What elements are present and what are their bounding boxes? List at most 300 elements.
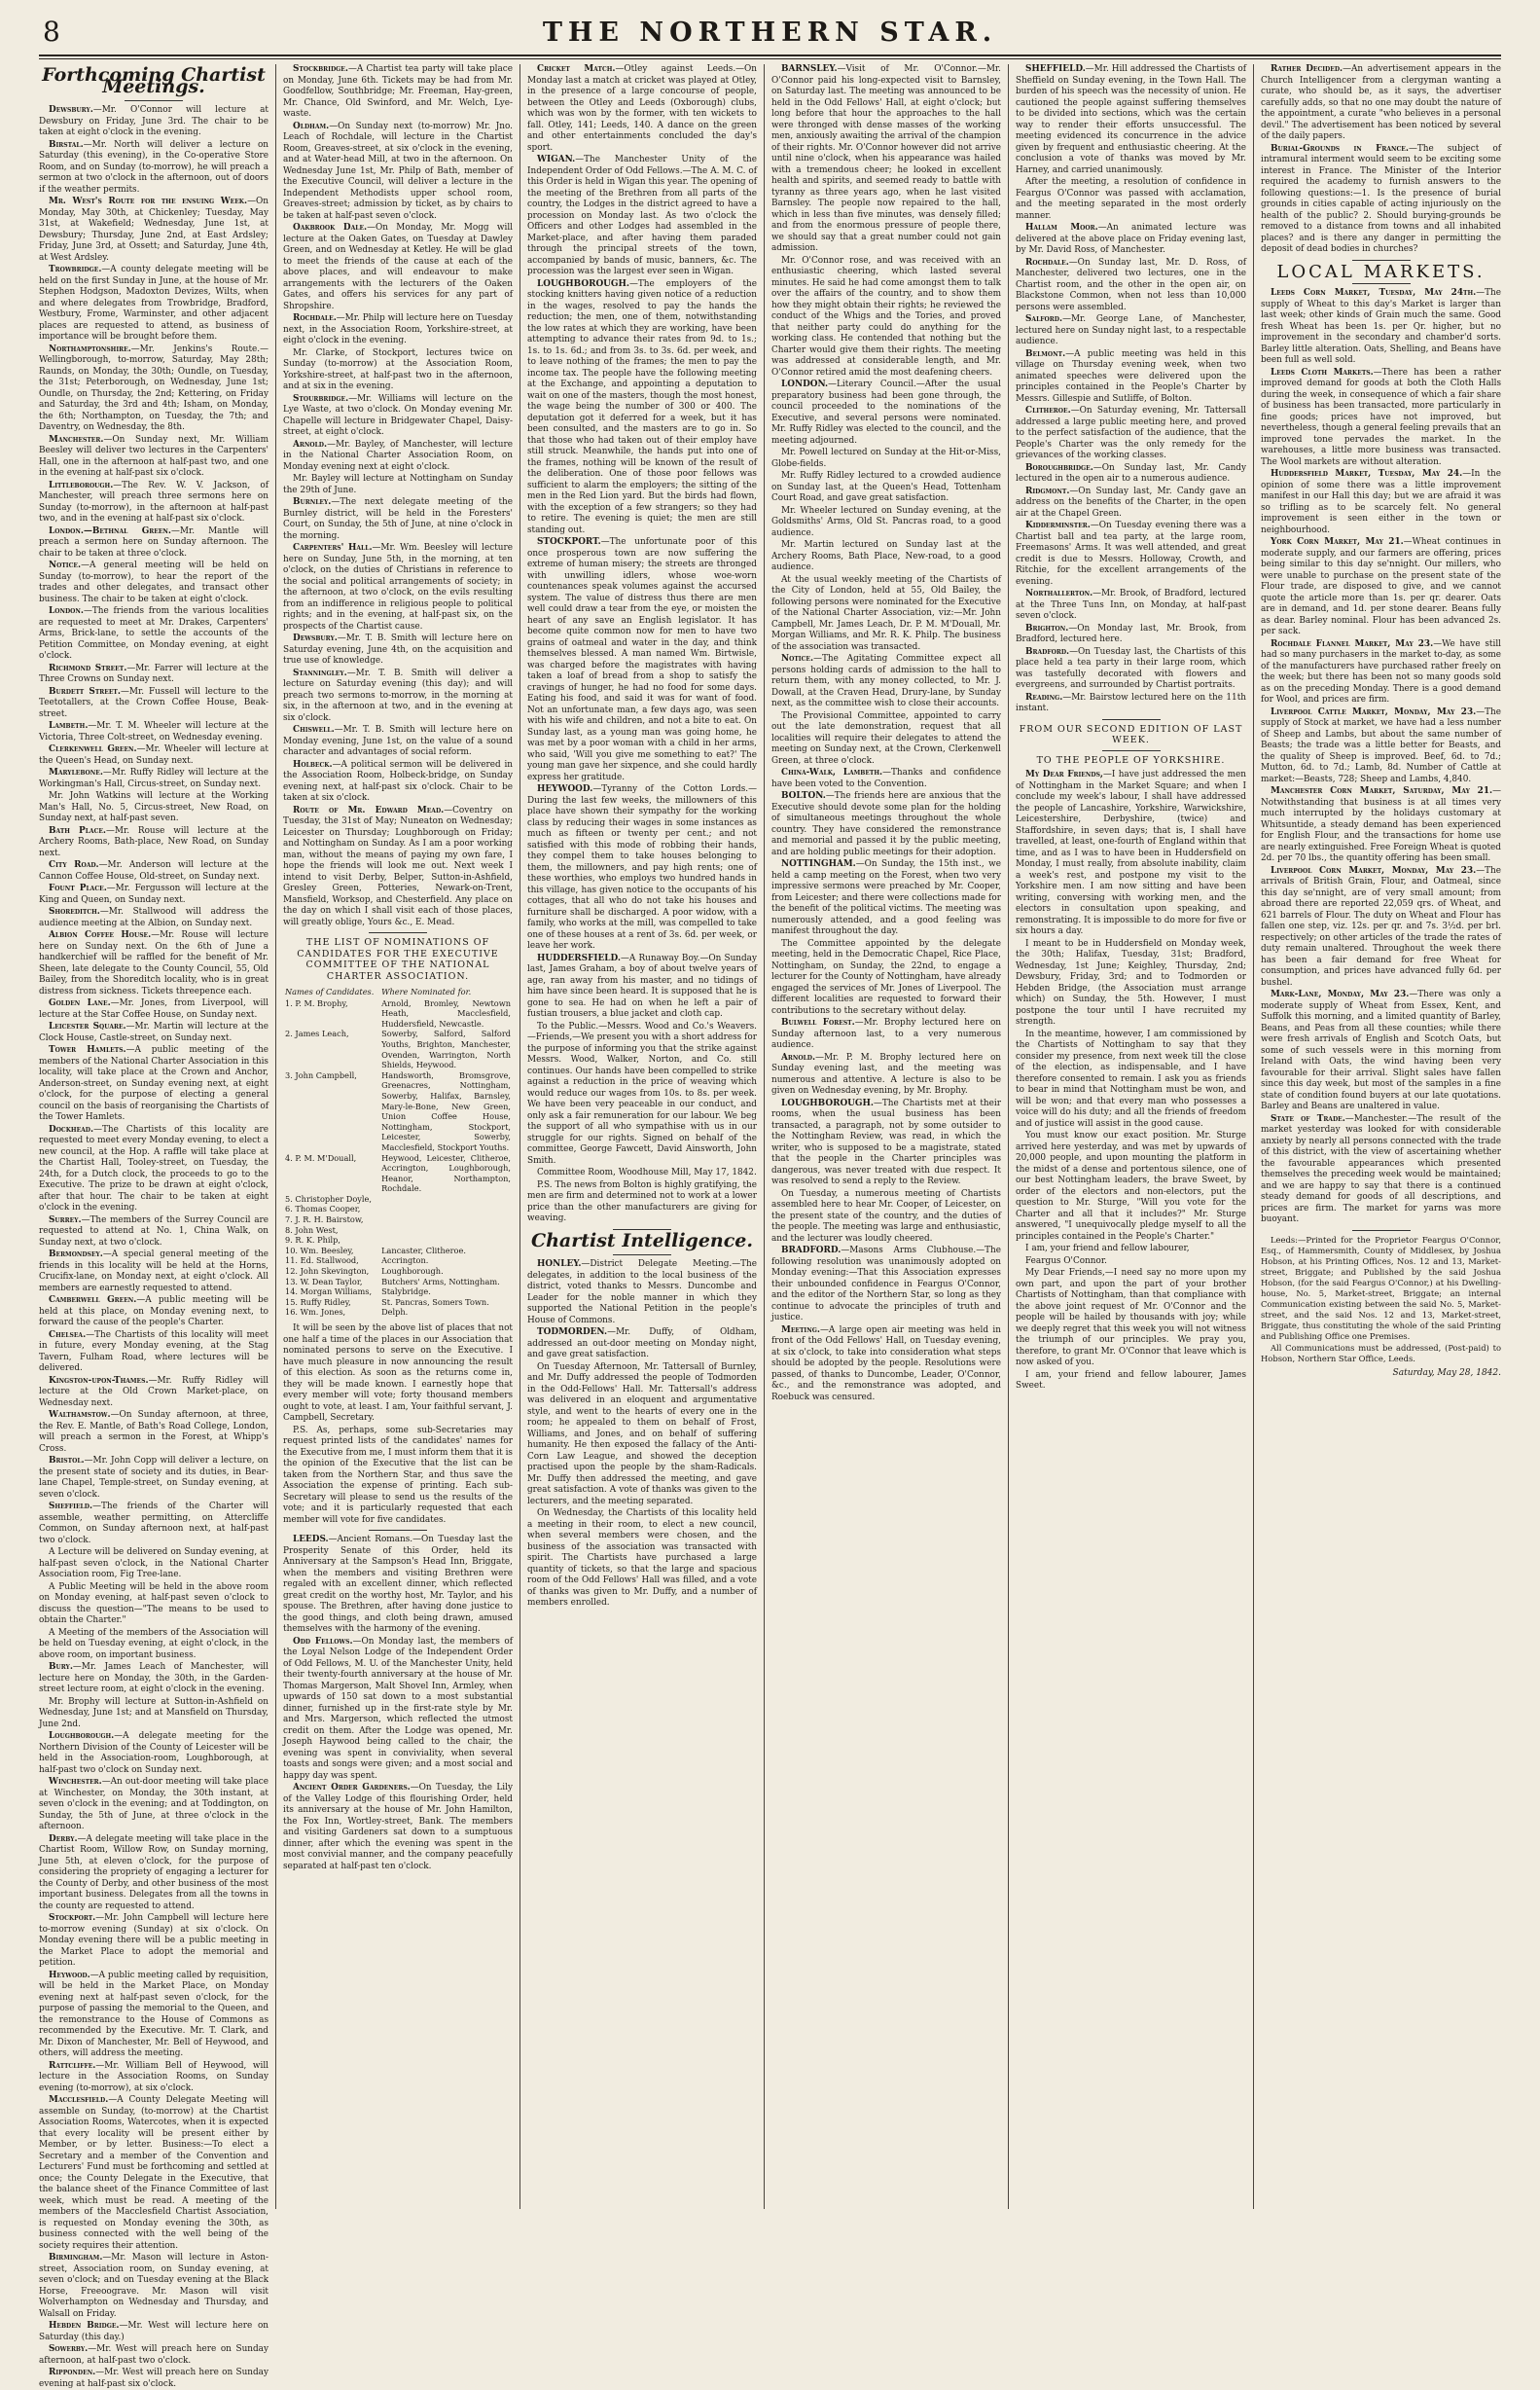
article-lead: Liverpool Corn Market, Monday, May 23. (1271, 865, 1477, 876)
candidate-name: 10. Wm. Beesley, (285, 1245, 354, 1255)
article-text: At the usual weekly meeting of the Chartists of the City of London, held at 55, Old Bailey, the following persons were nominated for the Executive of the National Charter Association, viz:—Mr. John Campbell, Mr. James Leach, Dr. P. M. M'Douall, Mr. Morgan Williams, and Mr. R. K. Philp. The business of the association was transacted. (771, 574, 1001, 652)
article-lead: Rattcliffe. (49, 2060, 96, 2071)
article-paragraph (39, 1971, 269, 2060)
article-paragraph (771, 471, 1001, 505)
article-text: —On Sunday next, Mr. William Beesley will deliver two lectures in the Carpenters' Hall, one in the afternoon at half-past two, and one in the evening at half-past six o'clock. (39, 434, 269, 478)
printer-imprint: Leeds:—Printed for the Proprietor Feargus O'Connor, Esq., of Hammersmith, County of Middlesex, by Joshua Hobson, at his Printing Offices, Nos. 12 and 13, Market-street, Briggate; and Published by the said Joshua Hobson, (for the said Feargus O'Connor,) at his Dwelling-house, No. 5, Market-street, Briggate; an internal Communication existing between the said No. 5, Market-street, and the said Nos. 12 and 13, Market-street, Briggate, thus constituting the whole of the said Printing and Publishing Office one Premises. (1261, 1234, 1501, 1341)
article-text: —Mr. Brophy lectured here on Sunday afternoon last, to a very numerous audience. (771, 1018, 1001, 1050)
article-paragraph (283, 806, 513, 929)
article-lead: Clitheroe. (1025, 406, 1071, 416)
article-text: —The arrivals of British Grain, Flour, and Oatmeal, since this day se'nnight, are of very small amount; from abroad there are reported 22,059 qrs. of Wheat, and 621 barrels of Flour. The duty on Wheat and Flour has fallen one step, viz. 12s. per qr. and 7s. 3½d. per brl. respectively; on other articles of the trade the rates of duty remain unaltered. Throughout the week there has been a fair demand for free Wheat for consumption, and prices have advanced fully 6d. per bushel. (1261, 865, 1501, 988)
title-rule (125, 100, 183, 101)
article-paragraph (39, 1547, 269, 1581)
article-paragraph (1016, 1131, 1246, 1243)
issue-date: Saturday, May 28, 1842. (1392, 1367, 1501, 1378)
article-list (283, 64, 513, 928)
nomination-places (379, 1214, 513, 1225)
candidate-name: 8. John West, (285, 1224, 339, 1235)
article-paragraph (527, 1168, 757, 1179)
article-text: —On Sunday, the 15th inst., we held a camp meeting on the Forest, when two very impressive sermons were preached by Mr. Cooper, from Leicester; and there were collections made for the benefit of the political victims. The meeting was numerously attended, and a good feeling was manifest throughout the day. (771, 859, 1001, 936)
article-text: —On Tuesday, the Lily of the Valley Lodge of this flourishing Order, held its anniversary at the house of Mr. John Hamilton, the Fox Inn, Wortley-street, Bank. The members and visiting Gardeners sat down to a sumptuous dinner, after which the evening was spent in the most convivial manner, and the company peacefully separated at half-past ten o'clock. (283, 1783, 513, 1871)
article-paragraph (39, 826, 269, 860)
article-text: —The friends of the Charter will assemble, weather permitting, on Attercliffe Common, on Sunday afternoon next, at half-past two o'clock. (39, 1502, 269, 1545)
article-text: —Mr. T. B. Smith will lecture here on Monday evening, June 1st, on the value of a sound character and advantages of social reform. (283, 725, 513, 757)
article-lead: Oakbrook Dale. (293, 223, 368, 233)
article-paragraph (39, 1215, 269, 1249)
article-lead: Burial-Grounds in France. (1271, 143, 1409, 154)
article-paragraph (39, 998, 269, 1021)
article-text: To the Public.—Messrs. Wood and Co.'s Weavers.—Friends,—We present you with a short address for the purpose of informing you that the strike against Messrs. Wood, Walker, Norton, and Co. still continues. Our hands have been compelled to strike against a reduction in the price of weaving which would reduce our wages from 10s. to 8s. per week. We have been very peaceable in our conduct, and only ask a fair remuneration for our labour. We beg the support of all who sympathise with us in our struggle for our rights. Signed on behalf of the committee, George Fawcett, David Ainsworth, John Smith. (527, 1021, 757, 1166)
article-paragraph (39, 481, 269, 525)
article-text: —A county delegate meeting will be held on the first Sunday in June, at the house of Mr. Stephen Hodgson, Madoxton Devizes, Wilts, when and where delegates from Trowbridge, Bradford, Westbury, Frome, Warminster, and other adjacent places are requested to attend, as business of importance will be brought before them. (39, 265, 269, 342)
article-text: —On Tuesday last, the Chartists of this place held a tea party in their large room, which was tastefully decorated with flowers and evergreens, and surrounded by Chartist portraits. (1016, 646, 1246, 690)
article-lead: Manchester Corn Market, Saturday, May 21. (1271, 786, 1493, 796)
newspaper-columns (39, 64, 1502, 2389)
column-3 (527, 64, 757, 2209)
market-reports (1261, 288, 1501, 1226)
article-paragraph (39, 687, 269, 721)
letter-title: TO THE PEOPLE OF YORKSHIRE. (1036, 754, 1226, 766)
section-title-intelligence: Chartist Intelligence. (530, 1229, 754, 1251)
article-lead: Leeds Cloth Markets. (1271, 367, 1374, 378)
article-text: —Mr. Bayley, of Manchester, will lecture in the National Charter Association Room, on Monday evening next at eight o'clock. (283, 439, 513, 472)
article-paragraph (39, 435, 269, 480)
article-text: —Wheat continues in moderate supply, and our farmers are offering, prices being similar to this day se'nnight. Our millers, who were unable to purchase on the present state of the Flour trade, are disposed to give, and we cannot quote the article more than 1s. per qr. dearer. Oats are in demand, and 1d. per stone dearer. Beans fully as dear. Barley nominal. Flour has been advanced 2s. per sack. (1261, 537, 1501, 636)
article-paragraph (771, 791, 1001, 858)
article-paragraph (527, 1508, 757, 1610)
article-text: —On Tuesday evening there was a Chartist ball and tea party, at the large room, Freemasons' Arms. It was well attended, and great credit is due to Messrs. Holloway, Crowth, and Ritchie, for the excellent arrangements of the evening. (1016, 521, 1246, 587)
article-text: —On Sunday last, Mr. D. Ross, of Manchester, delivered two lectures, one in the Chartist room, and the other in the open air, on Blackstone Common, when not less than 10,000 persons were assembled. (1016, 257, 1246, 312)
article-text: —Mr. P. M. Brophy lectured here on Sunday evening last, and the meeting was numerous and attentive. A lecture is also to be given on Wednesday evening, by Mr. Brophy. (771, 1052, 1001, 1096)
nomination-places: Arnold, Bromley, Newtown Heath, Macclesfield, Huddersfield, Newcastle. (381, 997, 511, 1029)
candidate-name: 7. J. R. H. Bairstow, (285, 1214, 364, 1225)
article-text: —A large open air meeting was held in front of the Odd Fellows' Hall, on Tuesday evening, at six o'clock, to take into consideration what steps should be adopted by the people. Resolutions were passed, of thanks to Duncombe, Leader, O'Connor, &c., and the remonstrance was adopted, and Roebuck was censured. (771, 1324, 1001, 1402)
article-lead: Northamptonshire. (49, 344, 131, 354)
article-text: Mr. O'Connor rose, and was received with an enthusiastic cheering, which lasted several minutes. He said he had come amongst them to talk over the affairs of the country, and to show them how they might obtain their rights; he reviewed the conduct of the Whigs and the Tories, and proved that neither party could do anything for the working class. He contended that nothing but the Charter would give them their rights. The meeting was addressed at considerable length, and Mr. O'Connor retired amid the most deafening cheers. (771, 255, 1001, 378)
article-paragraph (283, 543, 513, 633)
article-lead: Kingston-upon-Thames. (49, 1375, 149, 1386)
candidate-name: 15. Ruffy Ridley, (285, 1296, 351, 1307)
nomination-places: Loughborough. (381, 1266, 444, 1277)
article-lead: NOTTINGHAM. (781, 859, 856, 869)
table-row (283, 1225, 513, 1236)
article-text: —A special general meeting of the friends in this locality will be held at the Horns, Crucifix-lane, on Monday next, at eight o'clock. All members are earnestly requested to attend. (39, 1249, 269, 1293)
article-text: —Mr. Mason will lecture in Aston-street, Association room, on Sunday evening, at seven o'clock; and on Tuesday evening at the Black Horse, Freeoograve. Mr. Mason will visit Wolverhampton on Wednesday and Thursday, and Walsall on Friday. (39, 2253, 269, 2319)
table-row (283, 1194, 513, 1205)
column-divider (1253, 64, 1254, 2209)
article-lead: Birstal. (49, 139, 84, 150)
article-lead: State of Trade. (1271, 1113, 1345, 1124)
article-paragraph (1016, 349, 1246, 406)
article-paragraph (283, 634, 513, 668)
article-text: Committee Room, Woodhouse Mill, May 17, 1842. (537, 1168, 757, 1177)
article-paragraph (527, 279, 757, 537)
article-paragraph (1261, 64, 1501, 143)
article-text: Mr. Brophy will lecture at Sutton-in-Ashfield on Wednesday, June 1st; and at Mansfield on Thursday, June 2nd. (39, 1696, 269, 1729)
article-lead: York Corn Market, May 21. (1271, 537, 1404, 547)
article-paragraph (1016, 406, 1246, 462)
article-lead: Oldham. (293, 121, 330, 131)
article-lead: Carpenters' Hall. (293, 543, 373, 553)
article-paragraph (283, 394, 513, 439)
candidate-name: 12. John Skevington, (285, 1266, 370, 1277)
article-lead: Macclesfield. (49, 2095, 109, 2105)
article-lead: Camberwell Green. (49, 1295, 137, 1305)
article-lead: Birmingham. (49, 2253, 103, 2263)
article-lead: Trowbridge. (49, 265, 102, 274)
article-lead: Odd Fellows. (293, 1636, 353, 1647)
article-paragraph (39, 1249, 269, 1294)
article-text: Mr. Bayley will lecture at Nottingham on Sunday the 29th of June. (283, 474, 513, 495)
article-text: —Mr. T. M. Wheeler will lecture at the Victoria, Three Colt-street, on Wednesday evening. (39, 721, 269, 742)
article-lead: Chelsea. (49, 1329, 87, 1340)
article-lead: Sheffield. (49, 1502, 93, 1511)
page-number: 8 (43, 16, 60, 48)
article-text: —The friends here are anxious that the Executive should devote some plan for the holding of simultaneous meetings throughout the whole country. They have considered the remonstrance and memorial and passed it by the public meeting, and are holding public meetings for their adoption. (771, 791, 1001, 857)
article-text: Mr. Martin lectured on Sunday last at the Archery Rooms, Bath Place, New-road, to a good audience. (771, 540, 1001, 572)
article-lead: BARNSLEY. (781, 64, 838, 74)
article-text: —Mr. William Bell of Heywood, will lecture in the Association Rooms, on Sunday evening (to-morrow), at six o'clock. (39, 2060, 269, 2093)
article-paragraph (1261, 1114, 1501, 1226)
article-lead: Rochdale. (293, 313, 337, 323)
article-paragraph (1016, 624, 1246, 646)
article-text: —Mr. Mantle will preach a sermon here on Sunday afternoon. The chair to be taken at three o'clock. (39, 525, 269, 559)
article-text: —Mr. Jones, from Liverpool, will lecture at the Star Coffee House, on Sunday next. (39, 998, 269, 1020)
article-text: Mr. John Watkins will lecture at the Working Man's Hall, No. 5, Circus-street, New Road, on Sunday next, at half-past seven. (39, 791, 269, 823)
article-paragraph (39, 561, 269, 605)
table-row (283, 1235, 513, 1246)
nomination-places: Butchers' Arms, Nottingham. (381, 1276, 500, 1286)
article-text: —The friends from the various localities are requested to meet at Mr. Drakes, Carpenters' Arms, Brick-lane, to settle the accounts of the Petition Committee, on Monday evening, at eight o'clock. (39, 606, 269, 661)
column-divider (275, 64, 276, 2209)
article-paragraph (1261, 537, 1501, 638)
article-lead: Hallam Moor. (1025, 223, 1098, 233)
article-text: —Literary Council.—After the usual preparatory business had been gone through, the council proceeded to the nominations of the Executive, and several persons were nominated. Mr. Ruffy Ridley was elected to the council, and the meeting adjourned. (771, 380, 1001, 446)
article-text: —Mr. Bairstow lectured here on the 11th instant. (1016, 692, 1246, 713)
article-paragraph (283, 64, 513, 121)
header-rule (39, 54, 1501, 56)
nomination-places: Lancaster, Clitheroe. (381, 1245, 466, 1255)
article-text: —Masons Arms Clubhouse.—The following resolution was unanimously adopted on Monday evening:—That this Association expresses their unbounded confidence in Feargus O'Connor, and the editor of the Northern Star, so long as they continue to advocate the principles of truth and justice. (771, 1246, 1001, 1322)
article-lead: Leicester Square. (49, 1022, 126, 1032)
table-row (283, 1029, 513, 1069)
article-paragraph (527, 537, 757, 783)
article-paragraph (1261, 866, 1501, 990)
article-text: —Mr. Jenkins's Route.—Wellingborough, to-morrow, Saturday, May 28th; Raunds, on Monday, the 30th; Oundle, on Tuesday, the 31st; Peterborough, on Wednesday, June 1st; Oundle, on Thursday, the 2nd; Kettering, on Friday and Saturday, the 3rd and 4th; Isham, on Monday, the 6th; Northampton, on Tuesday, the 7th; and Daventry, on Wednesday, the 8th. (39, 344, 269, 432)
article-lead: Stanningley. (293, 668, 347, 678)
article-paragraph (39, 140, 269, 197)
article-list (39, 105, 269, 2390)
article-lead: Ripponden. (49, 2368, 96, 2377)
article-paragraph (1016, 1244, 1246, 1255)
nominations-postscript: P.S. As, perhaps, some sub-Secretaries may request printed lists of the candidates' names for the Executive from me, I must inform them that it is the opinion of the Executive that the list can be taken from the Northern Star, and thus save the Association the expense of printing. Each sub-Secretary will please to send us the results of the vote; and it is particularly requested that each member will vote for five candidates. (283, 1425, 513, 1525)
article-paragraph (771, 1018, 1001, 1052)
article-paragraph (1261, 786, 1501, 865)
article-text: Mr. Clarke, of Stockport, lectures twice on Sunday (to-morrow) at the Association Room, Yorkshire-street, at half-past two in the afternoon, and at six in the evening. (283, 347, 513, 391)
article-text: —The next delegate meeting of the Burnley district, will be held in the Foresters' Court, on Sunday, the 5th of June, at nine o'clock in the morning. (283, 497, 513, 541)
article-lead: Northallerton. (1025, 589, 1093, 598)
article-text: —A public meeting of the members of the National Charter Association in this locality, will take place at the Crown and Anchor, Anderson-street, on Sunday evening next, at eight o'clock, for the purpose of electing a general council on the basis of reorganising the Chartists of the Tower Hamlets. (39, 1045, 269, 1122)
article-lead: Bradford. (1025, 646, 1070, 657)
article-lead: Bristol. (49, 1456, 85, 1466)
article-text: —On Monday last, Mr. Brook, from Bradford, lectured here. (1016, 623, 1246, 644)
article-paragraph (39, 1834, 269, 1913)
article-text: —On Monday last, the members of the Loyal Nelson Lodge of the Independent Order of Odd Fellows, M. U. of the Manchester Unity, held their twenty-fourth anniversary at the house of Mr. Thomas Margerson, Malt Shovel Inn, Armley, when upwards of 150 sat down to a most substantial dinner, furnished up in the first-rate style by Mr. and Mrs. Margerson, which reflected the utmost credit on them. After the Lodge was opened, Mr. Joseph Haywood being called to the chair, the evening was spent in conviviality, when several toasts and songs were given; and a most social and happy day was spent. (283, 1636, 513, 1781)
article-text: Mr. Ruffy Ridley lectured to a crowded audience on Sunday last, at the Queen's Head, Tottenham Court Road, and gave great satisfaction. (771, 471, 1001, 503)
article-lead: LOUGHBOROUGH. (537, 278, 629, 289)
article-lead: My Dear Friends, (1025, 770, 1103, 779)
article-text: —The unfortunate poor of this once prosperous town are now suffering the extreme of human misery; the streets are thronged with unwilling idlers, whose woe-worn countenances speak volumes against the accursed system. The value of distress thus there are men well could draw a tear from the eye, or moisten the heart of any save an English legislator. It has become quite common now for men to have two grains of oatmeal and water in the day, and think themselves blessed. A man named Wm. Birtwisle, was charged before the magistrates with having taken a loaf of bread from a shop to satisfy the cravings of hunger, he had no food for some days. Eating his food, and said it was for want of food. Not an unfortunate man, a few days ago, was seen with his wife and children, and not a bite to eat. On Sunday last, as a young man was going home, he was met by a poor woman with a child in her arms, who said, 'Will you give me something to eat?' The young man gave her sixpence, and she could hardly express her gratitude. (527, 537, 757, 782)
article-lead: Albion Coffee House. (49, 930, 152, 940)
article-lead: China-Walk, Lambeth. (781, 768, 883, 778)
column-4 (771, 64, 1001, 2209)
article-lead: Notice. (781, 654, 814, 664)
table-row (283, 998, 513, 1030)
article-text: —Mr. Hill addressed the Chartists of Sheffield on Sunday evening, in the Town Hall. The burden of his speech was the necessity of union. He cautioned the people against suffering themselves to be divided into sections, which was the certain way to render their efforts unsuccessful. The meeting evidenced its concurrence in the advice given by frequent and enthusiastic cheering. At the conclusion a vote of thanks was moved by Mr. Harney, and carried unanimously. (1016, 64, 1246, 175)
article-lead: Dewsbury. (293, 634, 338, 643)
article-text: —A general meeting will be held on Sunday (to-morrow), to hear the report of the trades and other delegates, and transact other business. The chair to be taken at eight o'clock. (39, 561, 269, 604)
article-lead: Shoreditch. (49, 907, 100, 917)
column-2 (283, 64, 513, 2209)
article-text: —The supply of Stock at market, we have had a less number of Sheep and Lambs, but about the same number of Beasts; the trade was a little better for Beasts, and the quality of Sheep is improved. Beef, 6d. to 7d.; Mutton, 6d. to 7d.; Lamb, 8d. Number of Cattle at market:—Beasts, 728; Sheep and Lambs, 4,840. (1261, 706, 1501, 784)
table-row (283, 1214, 513, 1225)
article-text: A Lecture will be delivered on Sunday evening, at half-past seven o'clock, in the National Charter Association room, Fig Tree-lane. (39, 1547, 269, 1579)
title-rule (613, 1254, 671, 1255)
nomination-places (379, 1225, 513, 1236)
article-paragraph (1016, 314, 1246, 348)
article-paragraph (283, 1535, 513, 1636)
article-text: On Wednesday, the Chartists of this locality held a meeting in their room, to elect a new council, when several members were chosen, and the business of the association was transacted with spirit. The Chartists have purchased a large quantity of tickets, so that the large and spacious room of the Odd Fellows' Hall was filled, and a vote of thanks was given to Mr. Duffy, and a number of members enrolled. (527, 1508, 757, 1608)
article-text: —Mr. Fergusson will lecture at the King and Queen, on Sunday next. (39, 884, 269, 905)
article-text: —On Monday, Mr. Mogg will lecture at the Oaken Gates, on Tuesday at Dawley Green, and on Wednesday at Ketley. He will be glad to meet the friends of the cause at each of the above places, and will endeavour to make arrangements with the lecturers of the Oaken Gates, and offers his services for any part of Shropshire. (283, 223, 513, 311)
article-text: —An animated lecture was delivered at the above place on Friday evening last, by Mr. David Ross, of Manchester. (1016, 223, 1247, 255)
article-list (1016, 64, 1246, 715)
candidate-name: 5. Christopher Doyle, (285, 1193, 372, 1204)
article-paragraph (1261, 144, 1501, 256)
article-lead: Huddersfield Market, Tuesday, May 24. (1271, 469, 1463, 479)
article-paragraph (283, 1637, 513, 1783)
article-text: —Mr. Anderson will lecture at the Cannon Coffee House, Old-street, on Sunday next. (39, 860, 269, 882)
article-lead: Mr. West's Route for the ensuing Week. (49, 197, 248, 206)
article-list (527, 64, 757, 1225)
article-list (283, 1535, 513, 1872)
article-text: On Tuesday, a numerous meeting of Chartists assembled here to hear Mr. Cooper, of Leicester, on the present state of the country, and the duties of the people. The meeting was large and enthusiastic, and the lecturer was loudly cheered. (771, 1188, 1001, 1244)
article-paragraph (1016, 1256, 1246, 1268)
article-paragraph (1016, 463, 1246, 486)
article-text: P.S. The news from Bolton is highly gratifying, the men are firm and determined not to work at a lower price than the other manufacturers are giving for weaving. (527, 1179, 757, 1223)
nomination-places: Accrington. (381, 1255, 429, 1266)
article-paragraph (39, 664, 269, 686)
article-paragraph (283, 440, 513, 474)
article-text: —The Chartists met at their rooms, when the usual business has been transacted, a paragraph, not by some outsider to the Nottingham Review, was read, in which the writer, who is supposed to be a magistrate, stated that the people in the Charter principles was dangerous, was never treated with due respect. It was resolved to send a reply to the Review. (771, 1098, 1001, 1186)
article-paragraph (283, 669, 513, 725)
article-lead: Bury. (49, 1662, 73, 1672)
article-paragraph (1261, 639, 1501, 706)
article-text: —Tyranny of the Cotton Lords.—During the last few weeks, the millowners of this place have shown their sympathy for the working class by reducing their wages in some instances as much as fifteen or twenty per cent.; and not satisfied with this mode of robbing their hands, they compel them to take houses belonging to them, the millowners, and pay high rents; one of these worthies, who employs two hundred hands in this village, has given notice to the occupants of his cottages, that all who do not take his houses and furniture shall be discharged. A poor widow, with a family, who works at the mill, was compelled to take one of these houses at a rent of 3s. 6d. per week, or leave her work. (527, 784, 757, 951)
article-text: —On Monday, May 30th, at Chickenley; Tuesday, May 31st, at Wakefield; Wednesday, June 1st, at Dewsbury; Thursday, June 2nd, at East Ardsley; Friday, June 3rd, at Ossett; and Saturday, June 4th, at West Ardsley. (39, 197, 269, 263)
article-lead: City Road. (49, 860, 99, 870)
article-paragraph (39, 1045, 269, 1124)
article-lead: Clerkenwell Green. (49, 744, 137, 754)
article-text: —Coventry on Tuesday, the 31st of May; Nuneaton on Wednesday; Leicester on Thursday; Loughborough on Friday; and Nottingham on Sunday. As I am a poor working man, without the means of paying my own fare, I hope the friends will look me out. Next week I intend to visit Derby, Belper, Sutton-in-Ashfield, Gresley Green, Potteries, Newark-on-Trent, Mansfield, Worksop, and Chesterfield. Any place on the day on which I shall visit each of those places, will greatly oblige, Yours &c., E. Mead. (283, 805, 513, 927)
article-text: I am, your friend and fellow labourer, (1025, 1244, 1190, 1253)
nomination-places: Delph. (381, 1307, 409, 1318)
article-text: You must know our exact position. Mr. Sturge arrived here yesterday, and was met by upwards of 20,000 people, and upon mounting the platform in the midst of a dense and portentous silence, one of our best Nottingham leaders, the brave Sweet, by order of the electors and non-electors, put the question to Mr. Sturge, "Will you vote for the Charter and all that it includes?" Mr. Sturge answered, "I unequivocally pledge myself to all the principles contained in the People's Charter." (1016, 1131, 1246, 1242)
masthead-title: THE NORTHERN STAR. (542, 18, 998, 48)
article-text: A Public Meeting will be held in the above room on Monday evening, at half-past seven o'clock to discuss the question—"The means to be used to obtain the Charter." (39, 1581, 269, 1625)
article-paragraph (1016, 223, 1246, 257)
article-paragraph (1016, 693, 1246, 715)
article-paragraph (39, 526, 269, 561)
article-paragraph (771, 859, 1001, 938)
article-lead: Burnley. (293, 497, 332, 507)
article-paragraph (771, 1189, 1001, 1246)
article-lead: Manchester. (49, 434, 104, 445)
article-paragraph (1016, 647, 1246, 692)
article-text: —Ancient Romans.—On Tuesday last the Prosperity Senate of this Order, held its Anniversary at the Sampson's Head Inn, Briggate, when the members and visiting Brethren were regaled with an excellent dinner, which reflected great credit on the worthy host, Mr. Taylor, and his spouse. The Brethren, after having done justice to the good things, and cloth being drawn, amused themselves with the harmony of the evening. (283, 1535, 513, 1634)
article-text: My Dear Friends,—I need say no more upon my own part, and upon the part of your brother Chartists of Nottingham, than that compliance with the above joint request of Mr. O'Connor and the people will be hailed by thousands with joy; while we deeply regret that this week you will not witness the triumph of our principles. We pray you, therefore, to grant Mr. O'Connor that leave which is now asked of you. (1016, 1268, 1246, 1367)
section-rule (369, 1530, 427, 1531)
article-lead: LEEDS. (293, 1535, 329, 1544)
article-paragraph (39, 721, 269, 743)
article-text: —Manchester.—The result of the market yesterday was looked for with considerable anxiety by nearly all persons connected with the trade of this district, with the view of ascertaining whether the favourable appearances which presented themselves the preceding week would be maintained; and we are happy to say that there is a continued steady demand for goods of all descriptions, and prices are firm. The market for yarns was more buoyant. (1261, 1113, 1501, 1224)
article-paragraph (1016, 1268, 1246, 1369)
article-lead: Route of Mr. Edward Mead. (293, 805, 445, 815)
article-paragraph (771, 654, 1001, 710)
article-lead: SHEFFIELD. (1025, 64, 1086, 74)
article-paragraph (39, 791, 269, 825)
column-divider (764, 64, 765, 2209)
nomination-places: Stalybridge. (381, 1286, 431, 1297)
article-text: —There has been a rather improved demand for goods at both the Cloth Halls during the week, in consequence of which a fair share of business has been transacted, more particularly in fine goods; prices have not improved, but nevertheless, though a general feeling prevails that an improved tone pervades the market. In the warehouses, a little more business was transacted. The Wool markets are without alteration. (1261, 367, 1502, 467)
article-paragraph (527, 784, 757, 953)
article-paragraph (39, 2253, 269, 2320)
article-paragraph (1016, 258, 1246, 314)
article-paragraph (771, 1053, 1001, 1098)
article-lead: Stockbridge. (293, 64, 348, 74)
article-paragraph (39, 884, 269, 906)
article-text: Feargus O'Connor. (1025, 1255, 1107, 1266)
article-paragraph (527, 1259, 757, 1326)
section-rule (369, 932, 427, 933)
nomination-places (379, 1235, 513, 1246)
article-lead: Bermondsey. (49, 1249, 103, 1259)
nominations-header-place: Where Nominated for. (381, 987, 472, 996)
article-paragraph (1261, 368, 1501, 469)
article-lead: Stockport. (49, 1913, 96, 1923)
article-paragraph (527, 1362, 757, 1508)
article-text: —The employers of the stocking knitters having given notice of a reduction in the wages, resolved to pay the hands the reduction; the men, one of them, notwithstanding the low rates at which they are working, have been attempting to advance their rates from 9d. to 1s.; 1s. to 1s. 6d.; and from 3s. to 3s. 6d. per week, and to leave nothing of the frames; the men to pay the income tax. The people have the following meeting at the Exchange, and appointing a deputation to wait on one of the masters, though the most honest, the wage being the number of 300 or 400. The deputation got it deferred for a week, but it has been consulted, and the masters are to go in. So that those who had taken out of their employ have still struck. Meanwhile, the hands put into one of the frames, nothing will be known of the result of the deliberation. One of those poor fellows was sufficient to alarm the employers; the sitting of the men in the Red Lion yard. But the birds had flown, with the exception of a few strangers; so they had to retire. The evening is quiet; the men are still standing out. (527, 278, 757, 535)
article-text: —Mr. North will deliver a lecture on Saturday (this evening), in the Co-operative Store Room, and on Sunday (to-morrow), he will preach a sermon at two o'clock in the afternoon, out of doors if the weather permits. (39, 139, 269, 195)
table-row (283, 1297, 513, 1308)
article-lead: TODMORDEN. (537, 1327, 608, 1337)
article-text: —The Agitating Committee expect all persons holding cards of admission to the hall to return them, with any money collected, to Mr. J. Dowall, at the Craven Head, Drury-lane, by Sunday next, as the committee wish to close their accounts. (771, 654, 1001, 708)
article-paragraph (283, 313, 513, 347)
article-paragraph (39, 1330, 269, 1375)
article-text: —Otley against Leeds.—On Monday last a match at cricket was played at Otley, in the presence of a large concourse of people, between the Otley and Leeds (Oxborough) clubs, which was won by the former, with ten wickets to fall. Otley, 141; Leeds, 140. A dance on the green and other entertainments concluded the day's sport. (527, 64, 758, 153)
article-text: —A delegate meeting for the Northern Division of the County of Leicester will be held in the Association-room, Loughborough, at half-past two o'clock on Sunday next. (39, 1731, 269, 1775)
article-paragraph (527, 64, 757, 154)
candidate-name: 14. Morgan Williams, (285, 1286, 373, 1297)
article-text: —Mr. O'Connor will lecture at Dewsbury on Friday, June 3rd. The chair to be taken at eight o'clock in the evening. (39, 105, 269, 137)
article-lead: Rather Decided. (1271, 64, 1343, 74)
article-lead: Rochdale. (1025, 257, 1069, 268)
article-text: —On Saturday evening, Mr. Tattersall addressed a large public meeting here, and proved to the perfect satisfaction of the audience, that the People's Charter was the only remedy for the grievances of the working classes. (1016, 406, 1246, 460)
article-text: —A County Delegate Meeting will assemble on Sunday, (to-morrow) at the Chartist Association Rooms, Watercotes, when it is expected that every locality will be present either by Member, or by letter. Business:—To elect a Secretary and a member of the Convention and Lecturers' Fund must be forthcoming and settled at once; the County Delegate in the Executive, that the balance sheet of the Finance Committee of last week, which must be read. A meeting of the members of the Macclesfield Chartist Association, is requested on Monday evening the 30th, as business connected with the well being of the society requires their attention. (39, 2095, 269, 2251)
nomination-places (379, 1204, 513, 1214)
article-paragraph (771, 380, 1001, 447)
table-row (283, 1246, 513, 1256)
article-text: —Thanks and confidence have been voted to the Convention. (771, 768, 1001, 789)
article-text: —The Chartists of this locality will meet in future, every Monday evening, at the Stag Tavern, Fulham Road, where lectures will be delivered. (39, 1329, 269, 1373)
table-row (283, 1204, 513, 1214)
article-paragraph (1016, 487, 1246, 521)
article-lead: Meeting. (781, 1324, 820, 1335)
article-lead: Littleborough. (49, 480, 114, 490)
column-divider (1008, 64, 1009, 2209)
article-text: —Mr. John Copp will deliver a lecture, on the present state of society and its duties, in Bear-lane Chapel, Temple-street, on Sunday evening, at seven o'clock. (39, 1456, 269, 1500)
article-paragraph (283, 725, 513, 759)
article-text: —Mr. Wm. Beesley will lecture here on Sunday, June 5th, in the morning, at ten o'clock, on the duties of Christians in reference to the social and political arrangements of society; in the afternoon, at two o'clock, on the evils resulting from an indifference in religious people to political rights; and in the evening, at half-past six, on the prospects of the Chartist cause. (283, 543, 513, 632)
article-lead: HEYWOOD. (537, 784, 593, 794)
article-paragraph (283, 474, 513, 496)
article-text: —Mr. Duffy, of Oldham, addressed an out-door meeting on Monday night, and gave great satisfaction. (527, 1327, 757, 1359)
candidate-name: 11. Ed. Stallwood, (285, 1255, 359, 1266)
article-paragraph (771, 1099, 1001, 1188)
nominations-title: THE LIST OF NOMINATIONS OF CANDIDATES FOR THE EXECUTIVE COMMITTEE OF THE NATIONAL CHARTER ASSOCIATION. (297, 937, 499, 982)
page-header (39, 12, 1501, 53)
article-text: —Mr. T. B. Smith will lecture here on Saturday evening, June 4th, on the acquisition and true use of knowledge. (283, 634, 513, 666)
candidate-name: 9. R. K. Philp, (285, 1235, 340, 1246)
column-divider (519, 64, 520, 2209)
article-paragraph (39, 860, 269, 883)
article-paragraph (1016, 770, 1246, 938)
article-paragraph (39, 768, 269, 790)
nominations-table (283, 986, 513, 1318)
article-lead: Marylebone. (49, 768, 103, 778)
article-paragraph (771, 1325, 1001, 1404)
article-lead: HUDDERSFIELD. (537, 953, 621, 963)
article-paragraph (1016, 1370, 1246, 1393)
article-lead: Rochdale Flannel Market, May 23. (1271, 638, 1434, 649)
article-text: —There was only a moderate supply of Wheat from Essex, Kent, and Suffolk this morning, and a limited quantity of Barley, Beans, and Peas from all these counties; while there were fresh arrivals of English and Scotch Oats, but some of such vessels were in this morning from Ireland with Oats, the wind having been very favourable for their arrival. Slight sales have fallen since this day week, but most of the samples in a fine state of condition found buyers at our late quotations. Barley and Beans are unaltered in value. (1261, 990, 1501, 1111)
article-text: —An out-door meeting will take place at Winchester, on Monday, the 30th instant, at seven o'clock in the evening; and at Toddington, on Sunday, the 5th of June, at three o'clock in the afternoon. (39, 1777, 269, 1831)
article-text: —We have still had so many purchasers in the market to-day, as some of the manufacturers have purchased rather freely on the week; but there has been not so many goods sold as on the preceding Monday. There is a good demand for Wool, and prices are firm. (1261, 638, 1501, 705)
article-text: —In the opinion of some there was a little improvement manifest in our Hall this day; but we are afraid it was so trifling as to be scarcely felt. No general improvement is seen either in the town or neighbourhood. (1261, 469, 1502, 535)
candidate-name: 16. Wm. Jones, (285, 1307, 346, 1318)
article-paragraph (1016, 939, 1246, 1029)
article-lead: Golden Lane. (49, 998, 111, 1008)
article-lead: Derby. (49, 1833, 78, 1844)
article-text: —Mr. West will lecture here on Saturday (this day.) (39, 2321, 269, 2342)
article-text: In the meantime, however, I am commissioned by the Chartists of Nottingham to say that they consider my presence, from next week till the close of the election, as indispensable, and I have therefore consented to remain. I ask you as friends to bear in mind that Nottingham must be won, and will be won; and that every man who possesses a voice will do his duty; and all the friends of freedom and of justice will assist in the good cause. (1016, 1029, 1246, 1129)
article-text: —On Sunday next (to-morrow) Mr. Jno. Leach of Rochdale, will lecture in the Chartist Room, Greaves-street, at six o'clock in the evening, and at Water-head Mill, at two in the afternoon. On Wednesday June 1st, Mr. Philp of Bath, member of the Executive Council, will deliver a lecture in the Independent Methodists upper school room, Greaves-street; admission by ticket, as by chairs to be taken at half-past seven o'clock. (283, 121, 513, 221)
nominations-note: It will be seen by the above list of places that not one half a time of the places in our Association that nominated persons to serve on the Executive. I have much pleasure in now announcing the result of this election. As soon as the returns come in, they will be made known. I earnestly hope that every member will vote; forty thousand members ought to vote, at least. I am, Your faithful servant, J. Campbell, Secretary. (283, 1323, 513, 1423)
article-lead: London.—Bethnal Green. (49, 525, 171, 536)
article-text: —A Chartist tea party will take place on Monday, June 6th. Tickets may be had from Mr. Goodfellow, Southbridge; Mr. Freeman, Hay-green, Mr. Chance, Old Swinford, and Mr. Welch, Lye-waste. (283, 64, 513, 119)
article-paragraph (771, 575, 1001, 654)
article-lead: STOCKPORT. (537, 537, 601, 547)
article-text: —Mr. West will preach here on Sunday evening at half-past six o'clock. (39, 2368, 269, 2389)
article-text: —The subject of intramural interment would seem to be exciting some interest in France. The Minister of the Interior required the academy to furnish answers to the following questions:—1. Is the presence of burial grounds in cities capable of acting injuriously on the health of the public? 2. Should burying-grounds be removed to a distance from towns and all inhabited places? and is there any danger in permitting the deposit of dead bodies in churches? (1261, 143, 1501, 254)
article-paragraph (283, 1783, 513, 1872)
article-paragraph (1016, 64, 1246, 176)
article-paragraph (771, 506, 1001, 540)
article-paragraph (1261, 469, 1501, 536)
article-text: —The Chartists of this locality are requested to meet every Monday evening, to elect a new council, at the Hop. A raffle will take place at the Chartist Hall, Tooley-street, on Tuesday, the 24th, for a Dutch clock, the proceeds to go to the Executive. The prize to be drawn at eight o'clock, after that hour. The chair to be taken at eight o'clock in the evening. (39, 1124, 269, 1213)
article-lead: Notice. (49, 561, 82, 570)
table-row (283, 1255, 513, 1266)
